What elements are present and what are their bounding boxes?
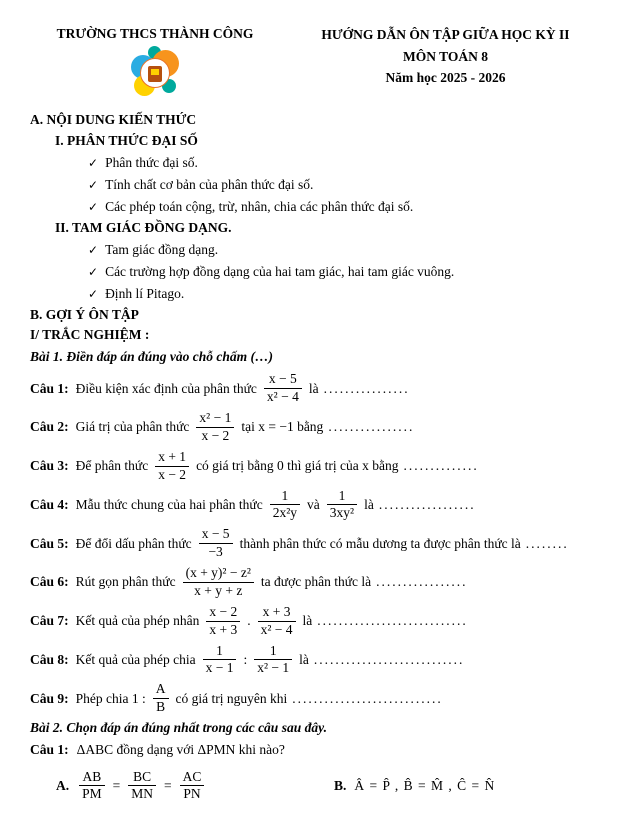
- question-text: và: [307, 496, 320, 512]
- bai1-cau5: [30, 526, 611, 561]
- question-label: Câu 4:: [30, 496, 69, 512]
- question-label: Câu 7:: [30, 613, 69, 628]
- equals-sign: =: [112, 777, 121, 793]
- bai1-heading: Bài 1. Điền đáp án đúng vào chỗ chấm (…): [30, 349, 274, 364]
- fraction-numerator: 1: [338, 487, 346, 503]
- question-text: Phép chia 1 :: [75, 690, 146, 706]
- list-item: [88, 240, 611, 260]
- option-label: B.: [334, 777, 347, 793]
- question-text: có giá trị bằng 0 thì giá trị của x bằng: [196, 458, 399, 473]
- answer-blank: ........: [525, 535, 569, 551]
- bai1-cau7: [30, 604, 611, 639]
- option-label: A.: [56, 777, 70, 793]
- answer-blank: ............................: [292, 690, 443, 706]
- check-icon: ✓: [88, 178, 99, 192]
- answer-options-row: [30, 769, 611, 804]
- document-title: HƯỚNG DẪN ÔN TẬP GIỮA HỌC KỲ II: [321, 27, 570, 42]
- question-text: Để đổi dấu phân thức: [75, 535, 192, 551]
- section-a-part2-heading: II. TAM GIÁC ĐỒNG DẠNG.: [55, 219, 232, 235]
- fraction-denominator: 3xy²: [327, 504, 357, 522]
- answer-blank: ............................: [313, 651, 465, 667]
- equals-sign: =: [164, 777, 172, 793]
- list-item-text: Phân thức đại số.: [105, 154, 198, 170]
- question-text: là: [302, 613, 313, 628]
- fraction-numerator: x − 2: [209, 603, 238, 619]
- question-text: là: [364, 496, 374, 512]
- fraction: [270, 488, 300, 523]
- bai1-cau2: [30, 410, 611, 445]
- fraction: [155, 449, 189, 484]
- question-text: ta được phân thức là: [260, 574, 372, 590]
- question-text: Điều kiện xác định của phân thức: [75, 380, 257, 396]
- school-year: Năm học 2025 - 2026: [385, 70, 506, 86]
- fraction-denominator: MN: [128, 785, 156, 803]
- school-name: TRƯỜNG THCS THÀNH CÔNG: [56, 26, 254, 41]
- section-a-part1-heading: I. PHÂN THỨC ĐẠI SỐ: [55, 132, 198, 148]
- fraction: [199, 526, 233, 561]
- check-icon: ✓: [88, 265, 99, 279]
- fraction-denominator: x + 3: [206, 621, 240, 639]
- question-label: Câu 5:: [30, 535, 69, 551]
- fraction: [79, 769, 105, 804]
- fraction-denominator: B: [153, 698, 169, 716]
- subject-title: MÔN TOÁN 8: [402, 48, 488, 64]
- fraction: [258, 604, 296, 639]
- operator-colon: :: [243, 651, 248, 667]
- question-label: Câu 8:: [30, 651, 69, 667]
- list-item: [88, 197, 611, 217]
- list-item: [88, 175, 611, 195]
- fraction: [327, 488, 357, 523]
- fraction-numerator: x² − 1: [199, 410, 232, 425]
- fraction: [206, 604, 240, 639]
- answer-blank: .................: [376, 574, 468, 590]
- logo-book-icon: [151, 69, 159, 75]
- section-b-subheading: I/ TRẮC NGHIỆM :: [30, 326, 150, 342]
- check-icon: ✓: [88, 200, 99, 215]
- fraction-denominator: −3: [199, 543, 233, 561]
- fraction-denominator: x − 2: [196, 427, 234, 445]
- question-text: thành phân thức có mẫu dương ta được phân thức là: [239, 535, 521, 551]
- question-label: Câu 9:: [30, 690, 69, 706]
- bai2-heading: Bài 2. Chọn đáp án đúng nhất trong các câu sau đây.: [30, 720, 327, 735]
- section-b-heading: B. GỢI Ý ÔN TẬP: [30, 306, 139, 322]
- school-logo-icon: [131, 46, 179, 102]
- list-item-text: Các trường hợp đồng dạng của hai tam giác, hai tam giác vuông.: [105, 264, 455, 279]
- question-text: Rút gọn phân thức: [75, 574, 176, 590]
- question-text: có giá trị nguyên khi: [175, 690, 288, 706]
- fraction-numerator: x + 3: [262, 603, 291, 619]
- check-icon: ✓: [88, 287, 99, 302]
- fraction-denominator: PN: [180, 785, 205, 803]
- list-item: [88, 262, 611, 282]
- question-text: tại x = −1 bằng: [241, 419, 324, 435]
- fraction: [180, 769, 205, 804]
- fraction-numerator: x + 1: [158, 448, 187, 464]
- fraction-denominator: x² − 1: [254, 659, 292, 677]
- bai2-cau1: [30, 740, 611, 760]
- fraction-denominator: 2x²y: [270, 504, 300, 522]
- bai1-cau1: [30, 371, 611, 406]
- question-text: Kết quả của phép nhân: [75, 613, 200, 628]
- bai1-cau8: [30, 643, 611, 678]
- fraction-numerator: AB: [82, 768, 102, 784]
- operator-dot: .: [247, 613, 251, 628]
- option-a: [56, 769, 334, 804]
- fraction-denominator: x² − 4: [258, 621, 296, 639]
- list-item: [88, 284, 611, 304]
- header-right: [280, 24, 611, 89]
- question-text: Để phân thức: [75, 458, 149, 473]
- fraction-numerator: A: [155, 681, 166, 697]
- fraction-numerator: 1: [216, 642, 223, 658]
- fraction-numerator: 1: [281, 487, 289, 503]
- list-item-text: Các phép toán cộng, trừ, nhân, chia các phân thức đại số.: [105, 199, 414, 215]
- fraction-numerator: x − 5: [201, 526, 230, 542]
- question-label: Câu 1:: [30, 742, 69, 758]
- fraction: [153, 681, 169, 716]
- question-label: Câu 3:: [30, 458, 69, 473]
- answer-blank: ................: [328, 419, 415, 435]
- bai1-cau9: [30, 681, 611, 716]
- fraction-denominator: PM: [79, 785, 105, 803]
- question-text: Kết quả của phép chia: [75, 651, 196, 667]
- question-text: ΔABC đồng dạng với ΔPMN khi nào?: [76, 742, 285, 758]
- list-item-text: Định lí Pitago.: [105, 286, 185, 302]
- fraction: [128, 769, 156, 804]
- question-label: Câu 6:: [30, 574, 69, 590]
- fraction: [254, 643, 292, 678]
- fraction: [203, 643, 237, 678]
- fraction-numerator: BC: [133, 768, 152, 784]
- fraction-numerator: AC: [182, 768, 202, 784]
- answer-blank: ................: [323, 380, 410, 396]
- answer-blank: ............................: [317, 613, 468, 628]
- bai1-cau6: [30, 565, 611, 600]
- check-icon: ✓: [88, 155, 99, 170]
- question-text: là: [299, 651, 309, 667]
- fraction: [264, 371, 302, 406]
- answer-blank: ..................: [378, 496, 476, 512]
- list-item: [88, 153, 611, 173]
- header-left: [30, 24, 280, 102]
- question-label: Câu 1:: [30, 380, 69, 396]
- check-icon: ✓: [88, 242, 99, 257]
- fraction-denominator: x² − 4: [264, 388, 302, 406]
- list-item-text: Tam giác đồng dạng.: [105, 241, 219, 257]
- answer-blank: ..............: [403, 458, 479, 473]
- question-text: là: [308, 380, 319, 396]
- angle-equalities-text: Â = P̂ , B̂ = M̂ , Ĉ = N̂: [354, 777, 496, 793]
- fraction: [183, 565, 254, 600]
- fraction-numerator: x − 5: [268, 371, 297, 387]
- fraction-numerator: (x + y)² − z²: [185, 565, 251, 580]
- bai1-cau4: [30, 488, 611, 523]
- fraction-denominator: x − 1: [203, 659, 237, 677]
- fraction: [196, 410, 234, 445]
- question-text: Giá trị của phân thức: [75, 419, 190, 435]
- section-a-heading: A. NỘI DUNG KIẾN THỨC: [30, 112, 197, 128]
- question-text: Mẫu thức chung của hai phân thức: [75, 496, 263, 512]
- fraction-denominator: x − 2: [155, 466, 189, 484]
- document-header: [30, 24, 611, 102]
- fraction-numerator: 1: [269, 642, 277, 658]
- fraction-denominator: x + y + z: [183, 582, 254, 600]
- option-b: [334, 776, 495, 796]
- bai1-cau3: [30, 449, 611, 484]
- question-label: Câu 2:: [30, 419, 69, 435]
- list-item-text: Tính chất cơ bản của phân thức đại số.: [105, 177, 314, 192]
